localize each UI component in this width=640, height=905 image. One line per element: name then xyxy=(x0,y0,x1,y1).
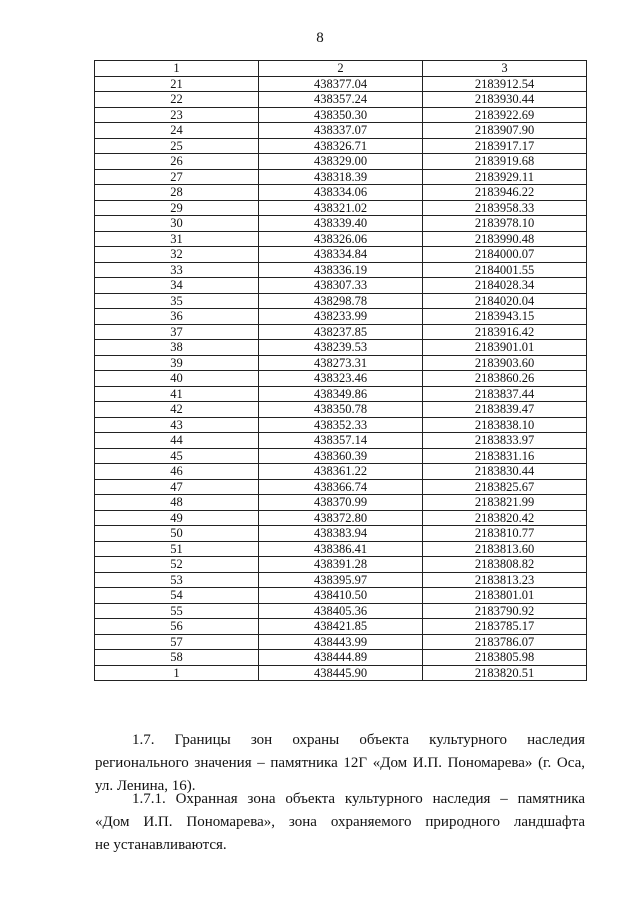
table-cell: 2183922.69 xyxy=(423,107,587,123)
table-cell: 46 xyxy=(95,464,259,480)
paragraph-1-7-1 xyxy=(95,788,585,857)
table-cell: 438360.39 xyxy=(259,448,423,464)
table-cell: 2183907.90 xyxy=(423,123,587,139)
paragraph-line: не устанавливаются. xyxy=(95,837,227,853)
table-cell: 438391.28 xyxy=(259,557,423,573)
table-cell: 2184001.55 xyxy=(423,262,587,278)
table-cell: 438339.40 xyxy=(259,216,423,232)
table-cell: 2183903.60 xyxy=(423,355,587,371)
table-cell: 2183958.33 xyxy=(423,200,587,216)
table-cell: 30 xyxy=(95,216,259,232)
table-cell: 57 xyxy=(95,634,259,650)
table-row xyxy=(95,479,587,495)
table-cell: 438326.71 xyxy=(259,138,423,154)
table-row xyxy=(95,619,587,635)
table-cell: 438386.41 xyxy=(259,541,423,557)
table-row xyxy=(95,154,587,170)
table-cell: 438326.06 xyxy=(259,231,423,247)
table-row xyxy=(95,386,587,402)
table-row xyxy=(95,417,587,433)
table-cell: 438405.36 xyxy=(259,603,423,619)
table-row xyxy=(95,650,587,666)
table-cell: 438307.33 xyxy=(259,278,423,294)
table-row xyxy=(95,324,587,340)
table-cell: 438334.84 xyxy=(259,247,423,263)
table-cell: 438421.85 xyxy=(259,619,423,635)
table-cell: 438377.04 xyxy=(259,76,423,92)
table-row xyxy=(95,231,587,247)
table-cell: 2183808.82 xyxy=(423,557,587,573)
table-header-row xyxy=(95,61,587,77)
table-cell: 2183860.26 xyxy=(423,371,587,387)
table-cell: 56 xyxy=(95,619,259,635)
table-cell: 2183790.92 xyxy=(423,603,587,619)
paragraph-line: ул. Ленина, 16). xyxy=(95,778,196,794)
table-cell: 2183917.17 xyxy=(423,138,587,154)
table-row xyxy=(95,448,587,464)
table-cell: 47 xyxy=(95,479,259,495)
table-row xyxy=(95,293,587,309)
table-cell: 23 xyxy=(95,107,259,123)
table-row xyxy=(95,76,587,92)
table-cell: 438334.06 xyxy=(259,185,423,201)
table-cell: 2183919.68 xyxy=(423,154,587,170)
table-cell: 53 xyxy=(95,572,259,588)
table-row xyxy=(95,92,587,108)
table-cell: 34 xyxy=(95,278,259,294)
table-cell: 50 xyxy=(95,526,259,542)
table-row xyxy=(95,634,587,650)
table-cell: 32 xyxy=(95,247,259,263)
table-cell: 33 xyxy=(95,262,259,278)
table-cell: 49 xyxy=(95,510,259,526)
table-row xyxy=(95,510,587,526)
table-cell: 54 xyxy=(95,588,259,604)
table-cell: 2183786.07 xyxy=(423,634,587,650)
table-cell: 31 xyxy=(95,231,259,247)
table-cell: 2183929.11 xyxy=(423,169,587,185)
table-cell: 438372.80 xyxy=(259,510,423,526)
table-row xyxy=(95,355,587,371)
table-row xyxy=(95,541,587,557)
table-cell: 2183821.99 xyxy=(423,495,587,511)
table-cell: 438443.99 xyxy=(259,634,423,650)
paragraph-line: регионального значения – памятника 12Г «Дом И.П. Пономарева» (г. Оса, xyxy=(95,755,585,771)
paragraph-line: 1.7.1. Охранная зона объекта культурного наследия – памятника xyxy=(132,791,585,807)
table-row xyxy=(95,107,587,123)
table-cell: 22 xyxy=(95,92,259,108)
table-cell: 3 xyxy=(423,61,587,77)
table-row xyxy=(95,200,587,216)
table-cell: 58 xyxy=(95,650,259,666)
table-cell: 438329.00 xyxy=(259,154,423,170)
table-row xyxy=(95,123,587,139)
table-cell: 51 xyxy=(95,541,259,557)
table-cell: 2183805.98 xyxy=(423,650,587,666)
table-row xyxy=(95,371,587,387)
table-cell: 2183801.01 xyxy=(423,588,587,604)
table-cell: 29 xyxy=(95,200,259,216)
table-cell: 2183838.10 xyxy=(423,417,587,433)
table-row xyxy=(95,278,587,294)
table-cell: 38 xyxy=(95,340,259,356)
table-cell: 48 xyxy=(95,495,259,511)
table-cell: 438336.19 xyxy=(259,262,423,278)
table-cell: 438366.74 xyxy=(259,479,423,495)
table-cell: 438410.50 xyxy=(259,588,423,604)
table-cell: 28 xyxy=(95,185,259,201)
table-cell: 24 xyxy=(95,123,259,139)
table-row xyxy=(95,603,587,619)
table-cell: 55 xyxy=(95,603,259,619)
table-cell: 2183943.15 xyxy=(423,309,587,325)
table-cell: 26 xyxy=(95,154,259,170)
table-row xyxy=(95,665,587,681)
page-number: 8 xyxy=(316,30,324,46)
table-cell: 36 xyxy=(95,309,259,325)
table-row xyxy=(95,433,587,449)
table-cell: 2184000.07 xyxy=(423,247,587,263)
table-row xyxy=(95,340,587,356)
table-cell: 2183978.10 xyxy=(423,216,587,232)
table-cell: 2183820.51 xyxy=(423,665,587,681)
table-cell: 2184020.04 xyxy=(423,293,587,309)
table-cell: 2 xyxy=(259,61,423,77)
table-cell: 438298.78 xyxy=(259,293,423,309)
table-cell: 438239.53 xyxy=(259,340,423,356)
table-cell: 438273.31 xyxy=(259,355,423,371)
table-cell: 438444.89 xyxy=(259,650,423,666)
table-cell: 2183833.97 xyxy=(423,433,587,449)
table-cell: 2183837.44 xyxy=(423,386,587,402)
table-cell: 2183785.17 xyxy=(423,619,587,635)
table-cell: 2183912.54 xyxy=(423,76,587,92)
table-cell: 438395.97 xyxy=(259,572,423,588)
table-row xyxy=(95,526,587,542)
table-row xyxy=(95,247,587,263)
table-row xyxy=(95,402,587,418)
table-cell: 2183810.77 xyxy=(423,526,587,542)
table-row xyxy=(95,216,587,232)
table-cell: 45 xyxy=(95,448,259,464)
table-cell: 438237.85 xyxy=(259,324,423,340)
table-cell: 44 xyxy=(95,433,259,449)
table-cell: 2183813.60 xyxy=(423,541,587,557)
table-row xyxy=(95,572,587,588)
table-cell: 438383.94 xyxy=(259,526,423,542)
table-cell: 2183916.42 xyxy=(423,324,587,340)
table-cell: 2184028.34 xyxy=(423,278,587,294)
table-row xyxy=(95,138,587,154)
table-cell: 2183990.48 xyxy=(423,231,587,247)
table-cell: 438370.99 xyxy=(259,495,423,511)
table-cell: 2183930.44 xyxy=(423,92,587,108)
table-cell: 2183839.47 xyxy=(423,402,587,418)
table-cell: 438323.46 xyxy=(259,371,423,387)
table-cell: 52 xyxy=(95,557,259,573)
table-cell: 2183825.67 xyxy=(423,479,587,495)
table-cell: 438337.07 xyxy=(259,123,423,139)
table-cell: 438357.14 xyxy=(259,433,423,449)
table-cell: 438321.02 xyxy=(259,200,423,216)
table-cell: 2183946.22 xyxy=(423,185,587,201)
table-cell: 21 xyxy=(95,76,259,92)
table-row xyxy=(95,588,587,604)
coordinates-table xyxy=(94,60,587,681)
table-cell: 438349.86 xyxy=(259,386,423,402)
table-row xyxy=(95,495,587,511)
paragraph-line: 1.7. Границы зон охраны объекта культурного наследия xyxy=(132,732,585,748)
table-row xyxy=(95,262,587,278)
table-row xyxy=(95,185,587,201)
table-cell: 25 xyxy=(95,138,259,154)
table-cell: 1 xyxy=(95,665,259,681)
table-cell: 35 xyxy=(95,293,259,309)
table-cell: 40 xyxy=(95,371,259,387)
table-cell: 438361.22 xyxy=(259,464,423,480)
paragraph-line: «Дом И.П. Пономарева», зона охраняемого природного ландшафта xyxy=(95,814,585,830)
table-row xyxy=(95,169,587,185)
table-cell: 2183820.42 xyxy=(423,510,587,526)
table-cell: 27 xyxy=(95,169,259,185)
table-row xyxy=(95,309,587,325)
table-cell: 2183901.01 xyxy=(423,340,587,356)
table-cell: 2183813.23 xyxy=(423,572,587,588)
table-cell: 438233.99 xyxy=(259,309,423,325)
table-cell: 438318.39 xyxy=(259,169,423,185)
table-cell: 438445.90 xyxy=(259,665,423,681)
table-cell: 43 xyxy=(95,417,259,433)
table-cell: 42 xyxy=(95,402,259,418)
table-cell: 1 xyxy=(95,61,259,77)
table-row xyxy=(95,464,587,480)
table-cell: 39 xyxy=(95,355,259,371)
table-cell: 41 xyxy=(95,386,259,402)
table-cell: 438352.33 xyxy=(259,417,423,433)
table-cell: 37 xyxy=(95,324,259,340)
table-row xyxy=(95,557,587,573)
table-cell: 438357.24 xyxy=(259,92,423,108)
table-cell: 438350.78 xyxy=(259,402,423,418)
table-cell: 438350.30 xyxy=(259,107,423,123)
table-cell: 2183831.16 xyxy=(423,448,587,464)
table-cell: 2183830.44 xyxy=(423,464,587,480)
